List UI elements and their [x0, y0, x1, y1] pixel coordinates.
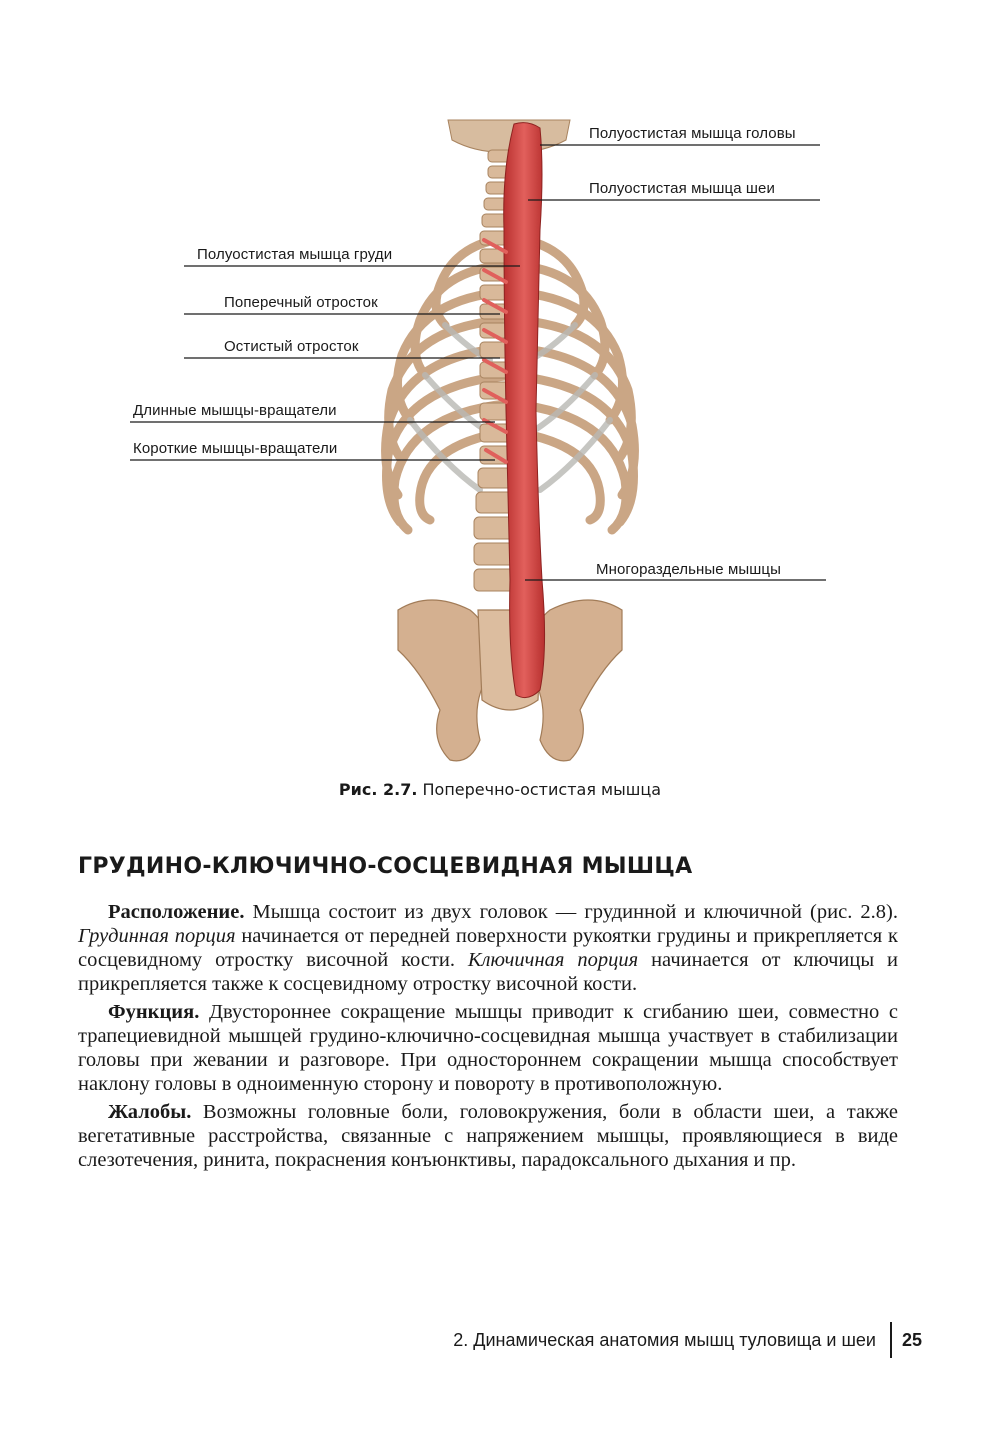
location-italic-1: Грудинная порция	[78, 925, 236, 947]
section-heading: ГРУДИНО-КЛЮЧИЧНО-СОСЦЕВИДНАЯ МЫШЦА	[78, 854, 693, 879]
label-semispinalis-cervicis: Полуостистая мышца шеи	[589, 180, 775, 197]
label-semispinalis-capitis: Полуостистая мышца головы	[589, 125, 796, 142]
figure-caption	[0, 780, 1000, 799]
location-label: Расположение.	[108, 901, 245, 923]
footer-chapter: 2. Динамическая анатомия мышц туловища и шеи	[453, 1329, 876, 1350]
function-text: Двустороннее сокращение мышцы приводит к сгибанию шеи, совместно с трапециевидной мышцей грудино-ключично-сосцевидная мышца участвует в стабилизации головы при жевании и разговоре. При одностороннем сокращении мышца способствует наклону головы в одноименную сторону и повороту в противоположную.	[78, 1001, 898, 1095]
paragraph-location	[78, 900, 898, 996]
location-text-2: начинается от передней поверхности рукоятки грудины и прикрепляется к сосцевидному отростку височной кости.	[78, 925, 898, 971]
location-italic-2: Ключичная порция	[467, 949, 639, 971]
function-label: Функция.	[108, 1001, 200, 1023]
section-body	[78, 900, 898, 1176]
leader-lines	[130, 145, 826, 580]
page-footer	[453, 1322, 922, 1358]
caption-text: Поперечно-остистая мышца	[417, 780, 662, 799]
label-semispinalis-thoracis: Полуостистая мышца груди	[197, 246, 393, 263]
location-text-1: Мышца состоит из двух головок — грудинной и ключичной (рис. 2.8).	[244, 901, 898, 923]
footer-divider	[890, 1322, 892, 1358]
page-number: 25	[901, 1329, 922, 1350]
paragraph-function	[78, 1000, 898, 1096]
label-transverse-process: Поперечный отросток	[224, 294, 378, 311]
label-long-rotators: Длинные мышцы-вращатели	[133, 402, 337, 419]
complaints-label: Жалобы.	[108, 1101, 192, 1123]
figure-transversospinalis	[0, 110, 1000, 775]
location-text-3: начинается от ключицы и прикрепляется также к сосцевидному отростку височной кости.	[78, 949, 899, 995]
paragraph-complaints	[78, 1100, 898, 1172]
label-multifidus: Многораздельные мышцы	[596, 561, 782, 578]
label-spinous-process: Остистый отросток	[224, 338, 359, 355]
complaints-text: Возможны головные боли, головокружения, боли в области шеи, а также вегетативные расстройства, связанные с напряжением мышцы, проявляющиеся в виде слезотечения, ринита, покраснения конъюнктивы, парадоксального дыхания и пр.	[78, 1101, 898, 1171]
caption-number: Рис. 2.7.	[338, 780, 418, 799]
label-short-rotators: Короткие мышцы-вращатели	[133, 440, 338, 457]
